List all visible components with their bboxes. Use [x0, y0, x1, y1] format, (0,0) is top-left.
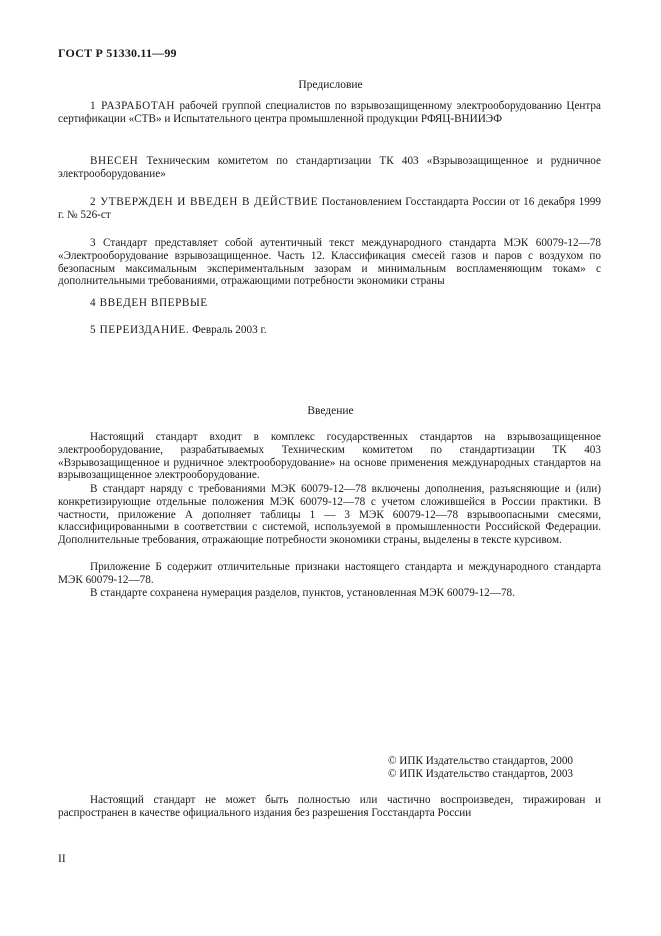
foreword-item-3-text: 3 Стандарт представляет собой аутентичный текст международного стандарта МЭК 60079-12—78 «Электрооборудование взрывозащищенное. Часть 12. Классификация смесей газов и паров с воздухом по безопасным максимальным экспериментальным зазорам и минимальным воспламеняющим токам» с дополнительными требованиями, отражающими потребности экономики страны [58, 237, 601, 288]
copyright-line-2000: © ИПК Издательство стандартов, 2000 [388, 755, 574, 767]
foreword-title: Предисловие [298, 79, 363, 91]
foreword-item-5-lead: 5 ПЕРЕИЗДАНИЕ. [90, 324, 190, 336]
copyright-line-2003: © ИПК Издательство стандартов, 2003 [388, 767, 574, 780]
foreword-item-5 [58, 324, 601, 337]
copyright-block [388, 755, 608, 781]
foreword-item-1 [58, 100, 601, 126]
foreword-item-2 [58, 196, 601, 222]
introduction-title: Введение [307, 405, 354, 417]
foreword-item-2-lead: 2 УТВЕРЖДЕН И ВВЕДЕН В ДЕЙСТВИЕ [90, 196, 319, 208]
foreword-item-1-lead: 1 РАЗРАБОТАН [90, 100, 176, 112]
foreword-item-vnesen-text: Техническим комитетом по стандартизации ТК 403 «Взрывозащищенное и рудничное электрооборудование» [58, 155, 602, 180]
introduction-paragraph-4: В стандарте сохранена нумерация разделов, пунктов, установленная МЭК 60079-12—78. [90, 587, 515, 599]
introduction-paragraph-1: Настоящий стандарт входит в комплекс государственных стандартов на взрывозащищенное электрооборудование, разрабатываемых Техническим комитетом по стандартизации ТК 403 «Взрывозащищенное и рудничное электрооборудование» на основе применения международных стандартов на взрывозащищенное электрооборудование. [58, 431, 601, 482]
introduction-paragraph-3: Приложение Б содержит отличительные признаки настоящего стандарта и международного стандарта МЭК 60079-12—78. [58, 561, 601, 586]
foreword-item-3 [58, 237, 601, 288]
foreword-item-1-text: рабочей группой специалистов по взрывозащищенному электрооборудованию Центра сертификации «СТВ» и Испытательного центра промышленной продукции РФЯЦ-ВНИИЭФ [58, 100, 601, 125]
foreword-item-vnesen-lead: ВНЕСЕН [90, 155, 139, 167]
reproduction-notice: Настоящий стандарт не может быть полностью или частично воспроизведен, тиражирован и распространен в качестве официального издания без разрешения Госстандарта России [58, 794, 601, 819]
page-number: II [58, 853, 66, 865]
foreword-item-vnesen [58, 155, 601, 181]
foreword-item-4 [58, 297, 601, 310]
foreword-item-4-lead: 4 ВВЕДЕН ВПЕРВЫЕ [90, 297, 208, 309]
foreword-item-5-text: Февраль 2003 г. [192, 324, 267, 336]
foreword-item-2-text: Постановлением Госстандарта России от 16 декабря 1999 г. № 526-ст [58, 196, 601, 221]
introduction-paragraph-2: В стандарт наряду с требованиями МЭК 60079-12—78 включены дополнения, разъясняющие и (или) конкретизирующие отдельные положения МЭК 60079-12—78 с учетом сложившейся в России практики. В частности, приложение А дополняет таблицы 1 — 3 МЭК 60079-12—78 взрывоопасными смесями, классифицированными в соответствии с системой, используемой в промышленности Российской Федерации. Дополнительные требования, отражающие потребности экономики страны, выделены в тексте курсивом. [58, 483, 601, 547]
standard-code: ГОСТ Р 51330.11—99 [58, 46, 177, 60]
